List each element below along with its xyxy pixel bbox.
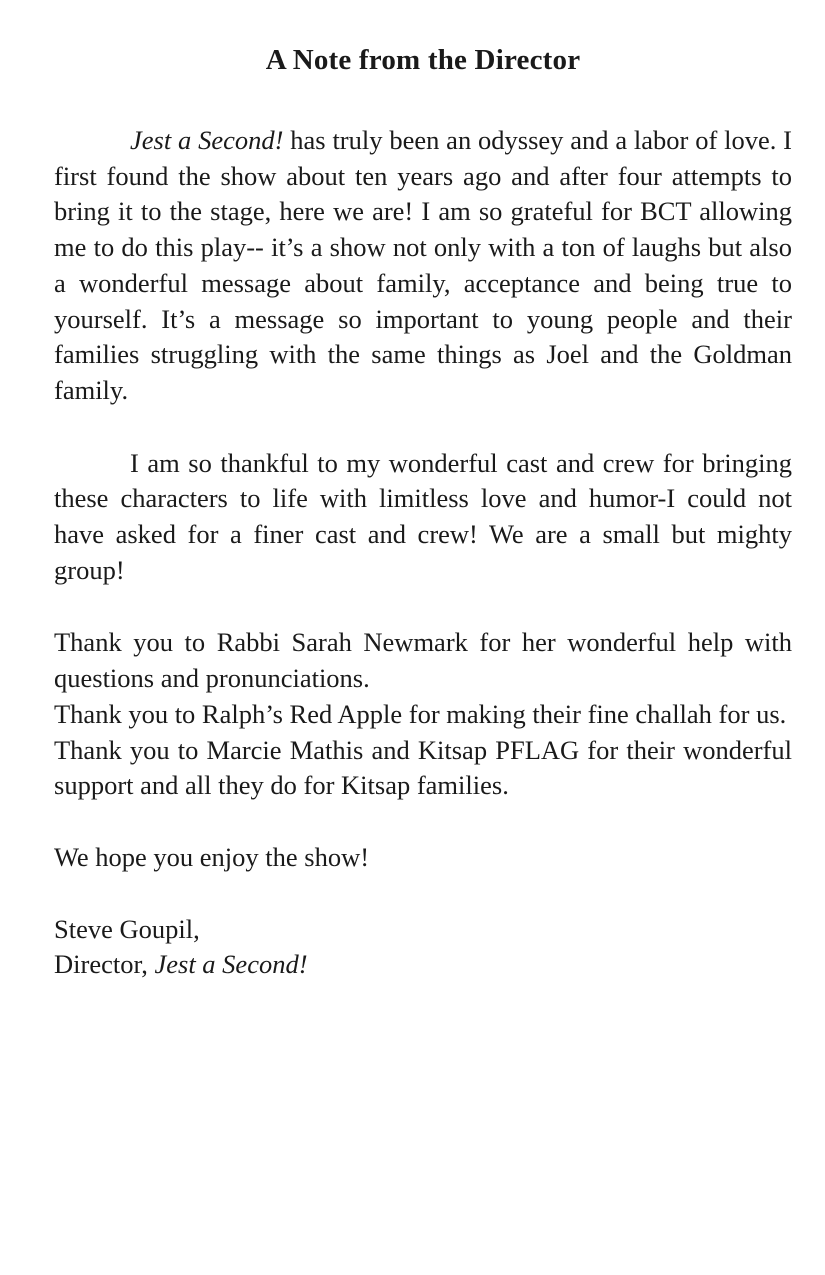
director-note-page [54,0,792,983]
thanks-item-pflag: Thank you to Marcie Mathis and Kitsap PFLAG for their wonderful support and all they do for Kitsap families. [54,734,792,801]
signature-role [54,947,792,983]
signature-show-title: Jest a Second! [154,949,308,980]
thanks-cast-paragraph: I am so thankful to my wonderful cast and crew for bringing these characters to life with limitless love and humor-I could not have asked for a finer cast and crew! We are a small but mighty group! [54,447,792,585]
page-title: A Note from the Director [265,44,581,76]
intro-paragraph [54,123,792,409]
thanks-item-red-apple: Thank you to Ralph’s Red Apple for making their fine challah for us. [54,698,787,729]
closing-line: We hope you enjoy the show! [54,841,370,872]
intro-paragraph-text: has truly been an odyssey and a labor of love. I first found the show about ten years ago and after four attempts to bring it to the stage, here we are! I am so grateful for BCT allowing me to do this play-- it’s a show not only with a ton of laughs but also a wonderful message about family, acceptance and being true to yourself. It’s a message so important to young people and their families struggling with the same things as Joel and the Goldman family. [54,125,792,405]
signature-role-prefix: Director, [54,949,155,980]
thanks-item-rabbi: Thank you to Rabbi Sarah Newmark for her wonderful help with questions and pronunciations. [54,627,792,694]
thanks-list [54,625,792,804]
show-title-italic: Jest a Second! [130,125,284,155]
signature-block [54,912,792,983]
signature-name: Steve Goupil, [54,913,200,944]
